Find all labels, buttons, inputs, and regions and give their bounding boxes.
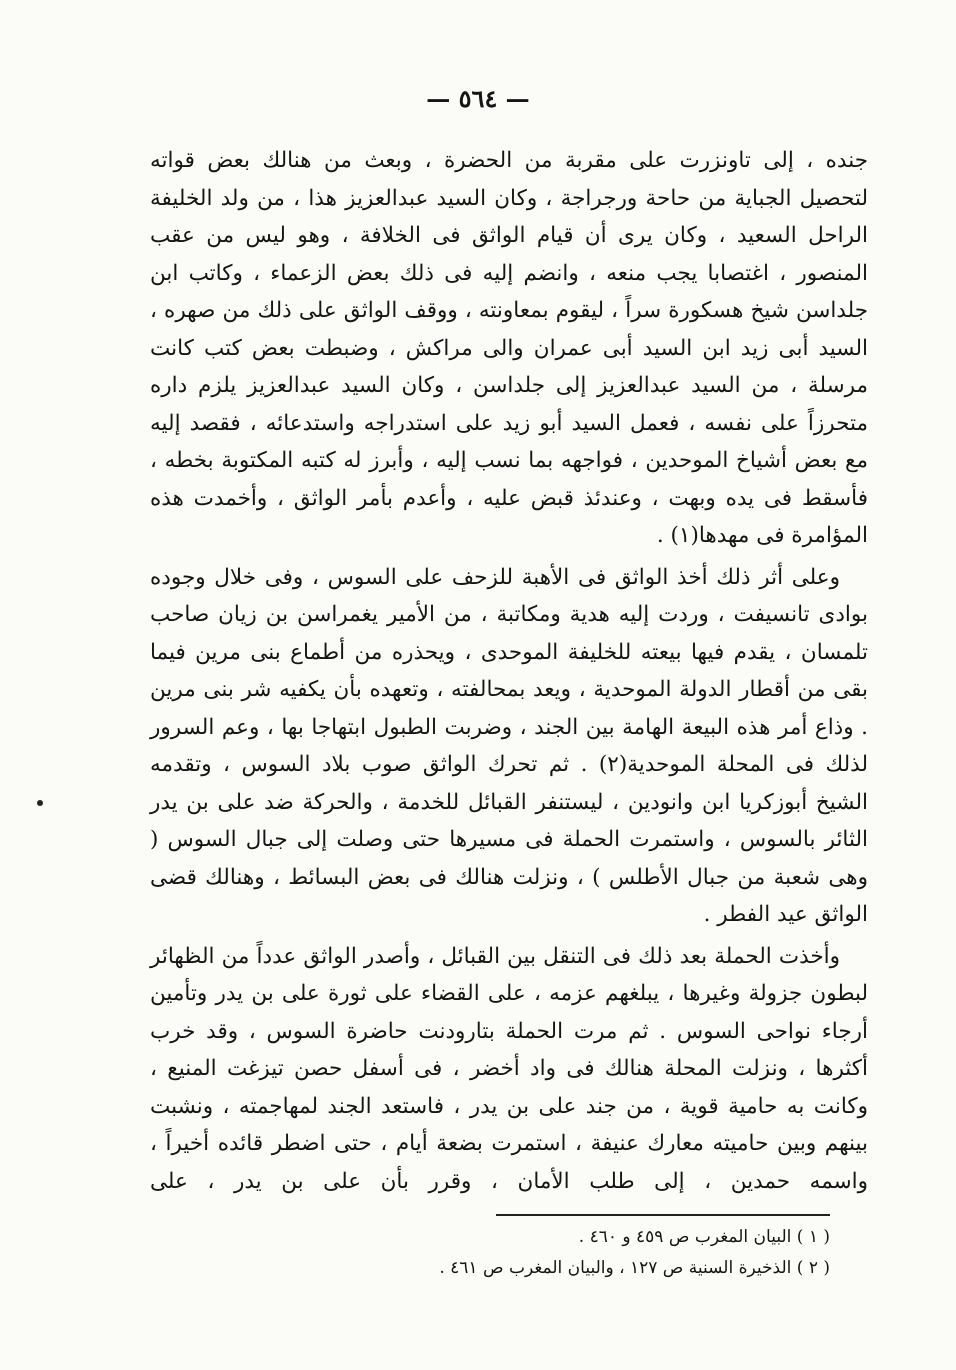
paragraph-2: وعلى أثر ذلك أخذ الواثق فى الأهبة للزحف على السوس ، وفى خلال وجوده بوادى تانسيفت ، وردت إليه هدية ومكاتبة ، من الأمير يغمراسن بن زيان صاحب تلمسان ، يقدم فيها بيعته للخليفة الموحدى ، ويحذره من أطماع بنى مرين فيما بقى من أقطار الدولة الموحدية ، ويعد بمحالفته ، وتعهده بأن يكفيه شر بنى مرين . وذاع أمر هذه البيعة الهامة بين الجند ، وضربت الطبول ابتهاجا بها ، وعم السرور لذلك فى المحلة الموحدية(٢) . ثم تحرك الواثق صوب بلاد السوس ، وتقدمه الشيخ أبوزكريا ابن وانودين ، ليستنفر القبائل للخدمة ، والحركة ضد على بن يدر الثائر بالسوس ، واستمرت الحملة فى مسيرها حتى وصلت إلى جبال السوس ( وهى شعبة من جبال الأطلس ) ، ونزلت هنالك فى بعض البسائط ، وهنالك قضى الواثق عيد الفطر . xyxy=(150,564,868,927)
footnote-2: ( ٢ ) الذخيرة السنية ص ١٢٧ ، والبيان المغرب ص ٤٦١ . xyxy=(439,1258,830,1278)
margin-dot-mark xyxy=(37,800,43,806)
footnote-divider xyxy=(496,1214,830,1216)
page-number: — ٥٦٤ — xyxy=(426,84,530,113)
paragraph-1: جنده ، إلى تاونزرت على مقربة من الحضرة ، وبعث من هنالك بعض قواته لتحصيل الجباية من حاحة ورجراجة ، وكان السيد عبدالعزيز هذا ، من ولد الخليفة الراحل السعيد ، وكان يرى أن قيام الواثق فى الخلافة ، وهو ليس من عقب المنصور ، اغتصابا يجب منعه ، وانضم إليه فى ذلك بعض الزعماء ، وكاتب ابن جلداسن شيخ هسكورة سراً ، ليقوم بمعاونته ، ووقف الواثق على ذلك من صهره ، السيد أبى زيد ابن السيد أبى عمران والى مراكش ، وضبطت بعض كتب كانت مرسلة ، من السيد عبدالعزيز إلى جلداسن ، وكان السيد عبدالعزيز يلزم داره متحرزاً على نفسه ، فعمل السيد أبو زيد على استدراجه واستدعائه ، فقصد إليه مع بعض أشياخ الموحدين ، فواجهه بما نسب إليه ، وأبرز له كتبه المكتوبة بخطه ، فأسقط فى يده وبهت ، وعندئذ قبض عليه ، وأعدم بأمر الواثق ، وأخمدت هذه المؤامرة فى مهدها(١) . xyxy=(150,148,868,548)
footnote-1: ( ١ ) البيان المغرب ص ٤٥٩ و ٤٦٠ . xyxy=(578,1227,830,1247)
footnotes xyxy=(230,1222,830,1284)
paragraph-3: وأخذت الحملة بعد ذلك فى التنقل بين القبائل ، وأصدر الواثق عدداً من الظهائر لبطون جزولة وغيرها ، يبلغهم عزمه ، على القضاء على ثورة على بن يدر وتأمين أرجاء نواحى السوس . ثم مرت الحملة بتارودنت حاضرة السوس ، وقد خرب أكثرها ، ونزلت المحلة هنالك فى واد أخضر ، فى أسفل حصن تيزغت المنيع ، وكانت به حامية قوية ، من جند على بن يدر ، فاستعد الجند لمهاجمته ، ونشبت بينهم وبين حاميته معارك عنيفة ، استمرت بضعة أيام ، حتى اضطر قائده أخيراً ، واسمه حمدين ، إلى طلب الأمان ، وقرر بأن على بن يدر ، على xyxy=(150,943,868,1194)
main-text xyxy=(150,142,868,1200)
